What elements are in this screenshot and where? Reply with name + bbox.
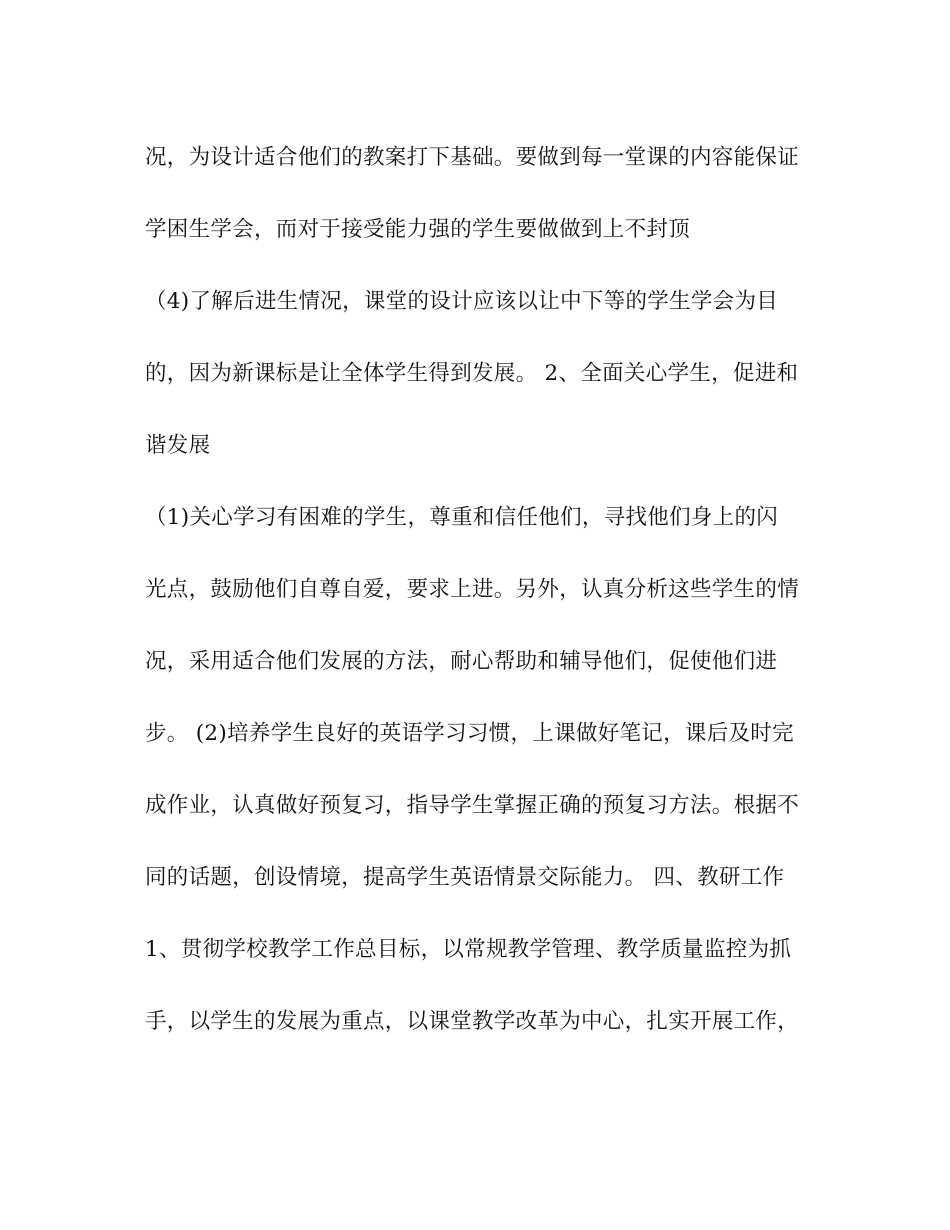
text-line: 成作业，认真做好预复习，指导学生掌握正确的预复习方法。根据不	[145, 793, 800, 818]
text-line: 步。 (2)培养学生良好的英语学习习惯，上课做好笔记，课后及时完	[145, 721, 794, 746]
text-line: 光点，鼓励他们自尊自爱，要求上进。另外，认真分析这些学生的情	[145, 577, 800, 602]
text-line: 况，采用适合他们发展的方法，耐心帮助和辅导他们，促使他们进	[145, 649, 778, 674]
text-line: 学困生学会，而对于接受能力强的学生要做做到上不封顶	[145, 217, 691, 242]
text-line: 同的话题，创设情境，提高学生英语情景交际能力。 四、教研工作	[145, 865, 785, 890]
text-line: 手，以学生的发展为重点，以课堂教学改革为中心，扎实开展工作，	[145, 1009, 800, 1034]
text-line: （1)关心学习有困难的学生，尊重和信任他们，寻找他们身上的闪	[145, 505, 779, 530]
text-line: 1、贯彻学校教学工作总目标，以常规教学管理、教学质量监控为抓	[145, 937, 792, 962]
text-line: （4)了解后进生情况，课堂的设计应该以让中下等的学生学会为目	[145, 289, 779, 314]
text-line: 的，因为新课标是让全体学生得到发展。 2、全面关心学生，促进和	[145, 361, 799, 386]
text-line: 况，为设计适合他们的教案打下基础。要做到每一堂课的内容能保证	[145, 145, 800, 170]
text-line: 谐发展	[145, 433, 211, 458]
